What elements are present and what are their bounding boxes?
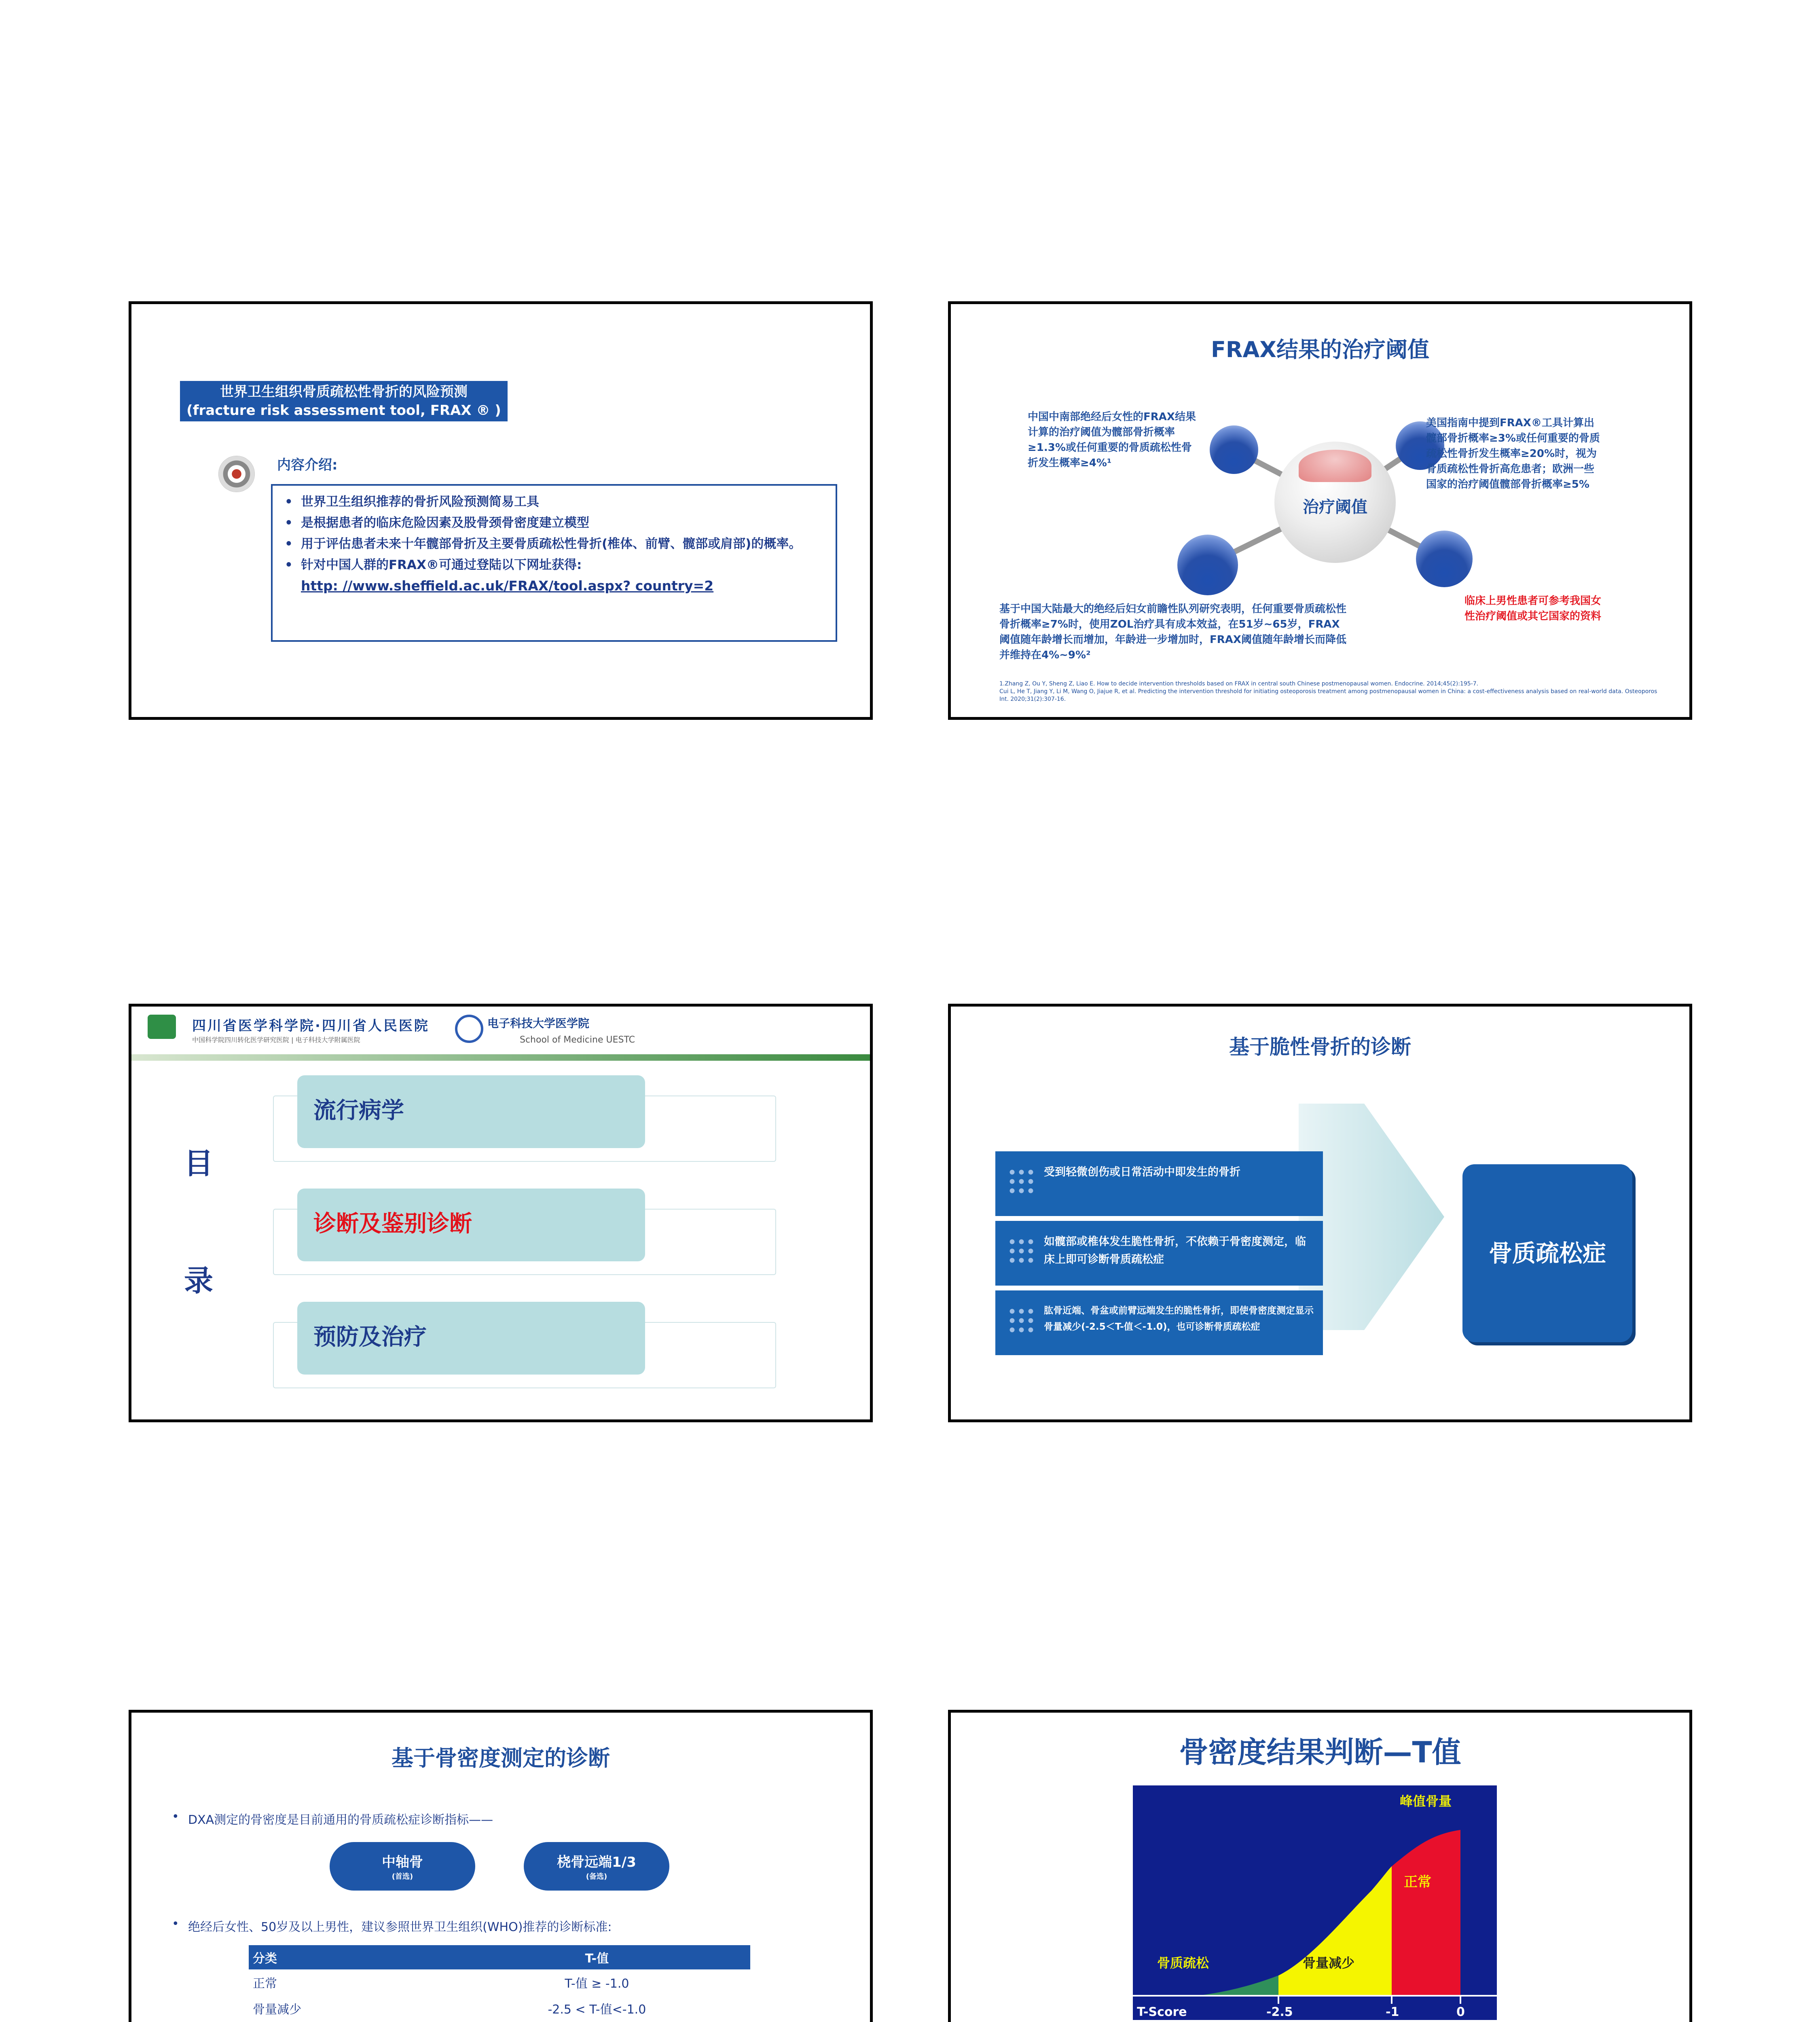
dots-icon bbox=[1007, 1237, 1036, 1265]
slide-title: 基于脆性骨折的诊断 bbox=[1229, 1035, 1411, 1059]
criteria-text: 受到轻微创伤或日常活动中即发生的骨折 bbox=[1044, 1166, 1240, 1178]
table-cell: -2.5 < T-值<-1.0 bbox=[548, 2003, 646, 2017]
table-cell: T-值 ≥ -1.0 bbox=[565, 1977, 629, 1991]
center-sphere-cap bbox=[1299, 450, 1371, 482]
table-cell: 正常 bbox=[253, 1977, 277, 1991]
table-cell: 骨量减少 bbox=[253, 2003, 301, 2017]
result-box: 骨质疏松症 bbox=[1462, 1164, 1632, 1342]
slide-frax-intro bbox=[129, 301, 873, 720]
dots-icon bbox=[1007, 1307, 1036, 1335]
tick-label: 0 bbox=[1456, 2005, 1465, 2019]
oval-sub: (备选) bbox=[586, 1872, 607, 1881]
text-bottomleft: 基于中国大陆最大的绝经后妇女前瞻性队列研究表明，任何重要骨质疏松性骨折概率≥7%时，使用ZOL治疗具有成本效益，在51岁~65岁，FRAX阈值随年龄增长而增加，年龄进一步增加时，FRAX阈值随年龄增长而降低并维持在4%~9%² bbox=[999, 603, 1347, 661]
contents-item-prevention[interactable]: 预防及治疗 bbox=[297, 1302, 645, 1375]
label-osteopenia: 骨量减少 bbox=[1303, 1955, 1355, 1971]
tick-label: -1 bbox=[1386, 2005, 1399, 2019]
contents-item-diagnosis[interactable]: 诊断及鉴别诊断 bbox=[297, 1189, 645, 1261]
label-osteoporosis: 骨质疏松 bbox=[1157, 1955, 1209, 1971]
university-logo-text: 电子科技大学医学院 bbox=[487, 1017, 590, 1030]
oval-sub: (首选) bbox=[392, 1872, 413, 1881]
frax-header-box bbox=[180, 381, 508, 421]
criteria-row bbox=[995, 1221, 1323, 1286]
who-criteria-table bbox=[249, 1945, 750, 2022]
reference-1: 1.Zhang Z, Ou Y, Sheng Z, Liao E. How to decide intervention thresholds based on FRAX in central south Chinese postmenopausal women. Endocrine. 2014;45(2):195-7. bbox=[999, 681, 1479, 687]
frax-info-list bbox=[271, 484, 837, 642]
tick-label: -2.5 bbox=[1266, 2005, 1293, 2019]
table-header: T-值 bbox=[444, 1945, 750, 1969]
slide-bmd-diagnosis bbox=[129, 1710, 873, 2022]
contents-char-2: 录 bbox=[184, 1264, 214, 1298]
frax-header-line2: (fracture risk assessment tool, FRAX ® ) bbox=[186, 402, 501, 419]
sphere-bottomleft bbox=[1177, 535, 1238, 595]
dots-icon bbox=[1007, 1168, 1036, 1196]
center-label: 治疗阈值 bbox=[1303, 498, 1367, 516]
slide-title: 基于骨密度测定的诊断 bbox=[392, 1745, 610, 1771]
criteria-text: 如髋部或椎体发生脆性骨折，不依赖于骨密度测定，临床上即可诊断骨质疏松症 bbox=[1044, 1235, 1306, 1266]
frax-url-link[interactable]: http: //www.sheffield.ac.uk/FRAX/tool.aspx? country=2 bbox=[301, 578, 714, 594]
text-bottomright: 临床上男性患者可参考我国女性治疗阈值或其它国家的资料 bbox=[1464, 595, 1602, 622]
slide-fragility-fracture bbox=[948, 1004, 1692, 1422]
oval-radius bbox=[524, 1842, 669, 1891]
bullet-who: • 绝经后女性、50岁及以上男性，建议参照世界卫生组织(WHO)推荐的诊断标准: bbox=[172, 1917, 612, 1935]
slide-contents bbox=[129, 1004, 873, 1422]
sphere-topleft bbox=[1210, 425, 1258, 474]
hospital-logo-text: 四川省医学科学院·四川省人民医院 bbox=[192, 1018, 430, 1034]
slide-frax-threshold bbox=[948, 301, 1692, 720]
hospital-logo-subtext: 中国科学院四川转化医学研究医院 | 电子科技大学附属医院 bbox=[192, 1036, 360, 1044]
x-axis-label: T-Score bbox=[1137, 2005, 1187, 2019]
university-logo-subtext: School of Medicine UESTC bbox=[520, 1035, 635, 1045]
slide-title: 骨密度结果判断—T值 bbox=[1179, 1735, 1461, 1769]
table-row bbox=[249, 1969, 750, 1995]
list-item: • 用于评估患者未来十年髋部骨折及主要骨质疏松性骨折(椎体、前臂、髋部或肩部)的概率。 bbox=[285, 533, 823, 554]
header-band bbox=[131, 1054, 870, 1061]
contents-char-1: 目 bbox=[184, 1146, 214, 1180]
label-peak: 峰值骨量 bbox=[1400, 1794, 1452, 1809]
oval-main: 桡骨远端1/3 bbox=[557, 1854, 636, 1870]
text-topright: 美国指南中提到FRAX®工具计算出髋部骨折概率≥3%或任何重要的骨质疏松性骨折发生概率≥20%时，视为骨质疏松性骨折高危患者；欧洲一些国家的治疗阈值髋部骨折概率≥5% bbox=[1426, 417, 1600, 491]
references bbox=[999, 680, 1663, 703]
list-item: • 世界卫生组织推荐的骨折风险预测简易工具 bbox=[285, 491, 823, 512]
reference-2: Cui L, He T, Jiang Y, Li M, Wang O, Jiajue R, et al. Predicting the intervention threshold for initiating osteoporosis treatment among postmenopausal women in China: a cost-effectiveness analysis based on real-world data. Osteoporos Int. 2020;31(2):307-16. bbox=[999, 688, 1657, 702]
t-score-chart bbox=[1133, 1785, 1497, 2020]
text-topleft: 中国中南部绝经后女性的FRAX结果计算的治疗阈值为髋部骨折概率≥1.3%或任何重要的骨质疏松性骨折发生概率≥4%¹ bbox=[1028, 411, 1196, 469]
bullet-dxa: • DXA测定的骨密度是目前通用的骨质疏松症诊断指标—— bbox=[172, 1810, 493, 1827]
oval-axial-bone bbox=[330, 1842, 475, 1891]
slide-title: FRAX结果的治疗阈值 bbox=[1211, 337, 1429, 362]
criteria-row bbox=[995, 1290, 1323, 1355]
list-item: • 针对中国人群的FRAX®可通过登陆以下网址获得: bbox=[285, 554, 823, 575]
criteria-text: 肱骨近端、骨盆或前臂远端发生的脆性骨折，即使骨密度测定显示骨量减少(-2.5＜T-值＜-1.0)，也可诊断骨质疏松症 bbox=[1044, 1305, 1314, 1332]
table-row bbox=[249, 1995, 750, 2021]
list-item: • 是根据患者的临床危险因素及股骨颈骨密度建立模型 bbox=[285, 512, 823, 533]
university-seal-icon bbox=[455, 1015, 483, 1043]
hospital-logo-icon bbox=[148, 1015, 176, 1039]
sphere-bottomright bbox=[1416, 531, 1473, 587]
table-header: 分类 bbox=[249, 1945, 444, 1969]
frax-header-line1: 世界卫生组织骨质疏松性骨折的风险预测 bbox=[220, 384, 468, 400]
criteria-row bbox=[995, 1151, 1323, 1216]
target-icon bbox=[218, 456, 255, 492]
oval-main: 中轴骨 bbox=[382, 1854, 423, 1870]
label-normal: 正常 bbox=[1404, 1874, 1431, 1890]
contents-item-epidemiology[interactable]: 流行病学 bbox=[297, 1075, 645, 1148]
intro-label: 内容介绍: bbox=[277, 457, 338, 473]
slide-t-score bbox=[948, 1710, 1692, 2022]
table-header-row bbox=[249, 1945, 750, 1969]
